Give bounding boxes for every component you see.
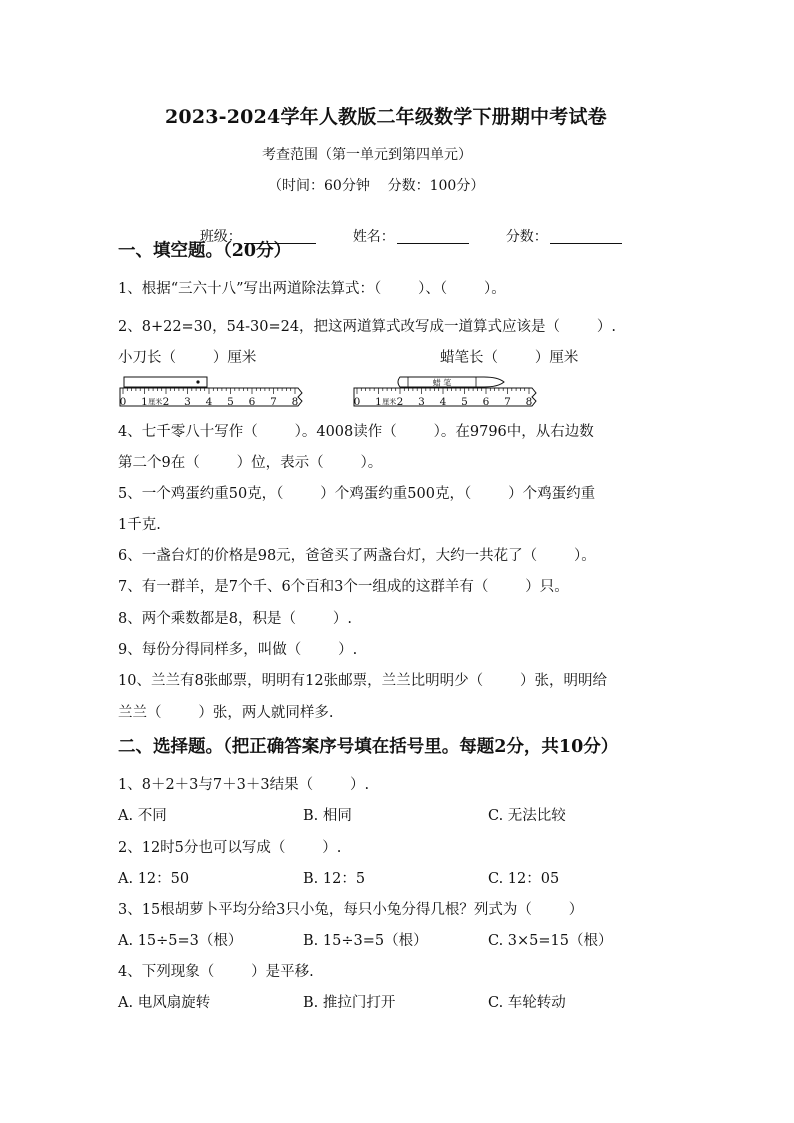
question-2-2-option-a[interactable]: A. 12：50 [118, 871, 190, 887]
question-2-4-option-c[interactable]: C. 车轮转动 [488, 995, 566, 1011]
question-2-2-option-c[interactable]: C. 12：05 [488, 871, 560, 887]
question-2-1-stem: 1、8＋2＋3与7＋3＋3结果（ ）. [118, 777, 370, 793]
ruler-tick-label: 3 [418, 396, 425, 408]
ruler-tick-label: 2 [162, 396, 170, 408]
question-2-3-option-a[interactable]: A. 15÷5=3（根） [118, 933, 243, 949]
ruler-tick-label: 5 [227, 396, 234, 408]
question-2-1-option-b[interactable]: B. 相同 [303, 808, 352, 824]
ruler-tick-label: 6 [482, 396, 490, 408]
exam-scope: 考查范围（第一单元到第四单元） [262, 147, 472, 163]
ruler-tick-label: 5 [461, 396, 468, 408]
question-2-1-option-a[interactable]: A. 不同 [118, 808, 167, 824]
question-1-5-line1: 5、一个鸡蛋约重50克，（ ）个鸡蛋约重500克，（ ）个鸡蛋约重 [118, 486, 596, 502]
question-2-2-stem: 2、12时5分也可以写成（ ）. [118, 840, 342, 856]
score-field [488, 207, 622, 267]
crayon-label: 蜡 笔 [432, 378, 452, 388]
ruler-unit-label: 厘米 [382, 398, 397, 406]
score-label: 分数： [505, 229, 548, 245]
question-1-4-line2: 第二个9在（ ）位，表示（ ）。 [118, 455, 383, 471]
score-blank[interactable] [550, 228, 622, 244]
ruler-tick-label: 4 [205, 396, 213, 408]
question-1-3-knife: 小刀长（ ）厘米 [118, 350, 257, 366]
ruler-tick-label: 1 [375, 396, 382, 408]
question-2-4-stem: 4、下列现象（ ）是平移. [118, 964, 314, 980]
ruler-tick-label: 1 [141, 396, 148, 408]
name-blank[interactable] [397, 228, 469, 244]
question-1-9: 9、每份分得同样多，叫做（ ）. [118, 642, 358, 658]
name-field [335, 207, 469, 267]
question-2-4-option-b[interactable]: B. 推拉门打开 [303, 995, 396, 1011]
ruler-tick-label: 4 [439, 396, 447, 408]
question-2-3-option-c[interactable]: C. 3×5=15（根） [488, 933, 613, 949]
question-2-1-option-c[interactable]: C. 无法比较 [488, 808, 566, 824]
question-1-10-line2: 兰兰（ ）张，两人就同样多. [118, 705, 334, 721]
ruler-tick-label: 0 [353, 396, 361, 408]
ruler-knife [118, 375, 308, 413]
ruler-tick-label: 7 [504, 396, 511, 408]
exam-title: 2023-2024学年人教版二年级数学下册期中考试卷 [165, 106, 607, 128]
class-label: 班级： [199, 229, 242, 245]
question-2-2-option-b[interactable]: B. 12：5 [303, 871, 366, 887]
question-2-3-option-b[interactable]: B. 15÷3=5（根） [303, 933, 428, 949]
ruler-crayon [352, 375, 542, 413]
name-label: 姓名： [352, 229, 395, 245]
exam-time-score: （时间：60分钟 分数：100分） [268, 178, 485, 194]
ruler-tick-label: 8 [291, 396, 299, 408]
question-1-10-line1: 10、兰兰有8张邮票，明明有12张邮票，兰兰比明明少（ ）张，明明给 [118, 673, 607, 689]
ruler-tick-label: 6 [248, 396, 256, 408]
question-1-5-line2: 1千克. [118, 517, 161, 533]
question-1-3-crayon: 蜡笔长（ ）厘米 [440, 350, 579, 366]
ruler-tick-label: 3 [184, 396, 191, 408]
section2-heading: 二、选择题。（把正确答案序号填在括号里。每题2分，共10分） [118, 737, 619, 757]
question-1-2: 2、8+22=30，54-30=24，把这两道算式改写成一道算式应该是（ ）. [118, 319, 617, 335]
question-1-6: 6、一盏台灯的价格是98元，爸爸买了两盏台灯，大约一共花了（ ）。 [118, 548, 596, 564]
ruler-tick-label: 0 [119, 396, 127, 408]
question-2-3-stem: 3、15根胡萝卜平均分给3只小兔，每只小兔分得几根？列式为（ ） [118, 902, 584, 918]
ruler-tick-label: 2 [396, 396, 404, 408]
question-1-7: 7、有一群羊，是7个千、6个百和3个一组成的这群羊有（ ）只。 [118, 579, 569, 595]
section1-heading: 一、填空题。（20分） [118, 241, 292, 261]
ruler-tick-label: 7 [270, 396, 277, 408]
ruler-tick-label: 8 [525, 396, 533, 408]
question-1-1: 1、根据“三六十八”写出两道除法算式：（ ）、（ ）。 [118, 281, 506, 297]
question-1-8: 8、两个乘数都是8，积是（ ）. [118, 611, 352, 627]
question-2-4-option-a[interactable]: A. 电风扇旋转 [118, 995, 211, 1011]
question-1-4-line1: 4、七千零八十写作（ ）。4008读作（ ）。在9796中，从右边数 [118, 424, 594, 440]
ruler-unit-label: 厘米 [148, 398, 163, 406]
knife-icon [124, 377, 207, 387]
